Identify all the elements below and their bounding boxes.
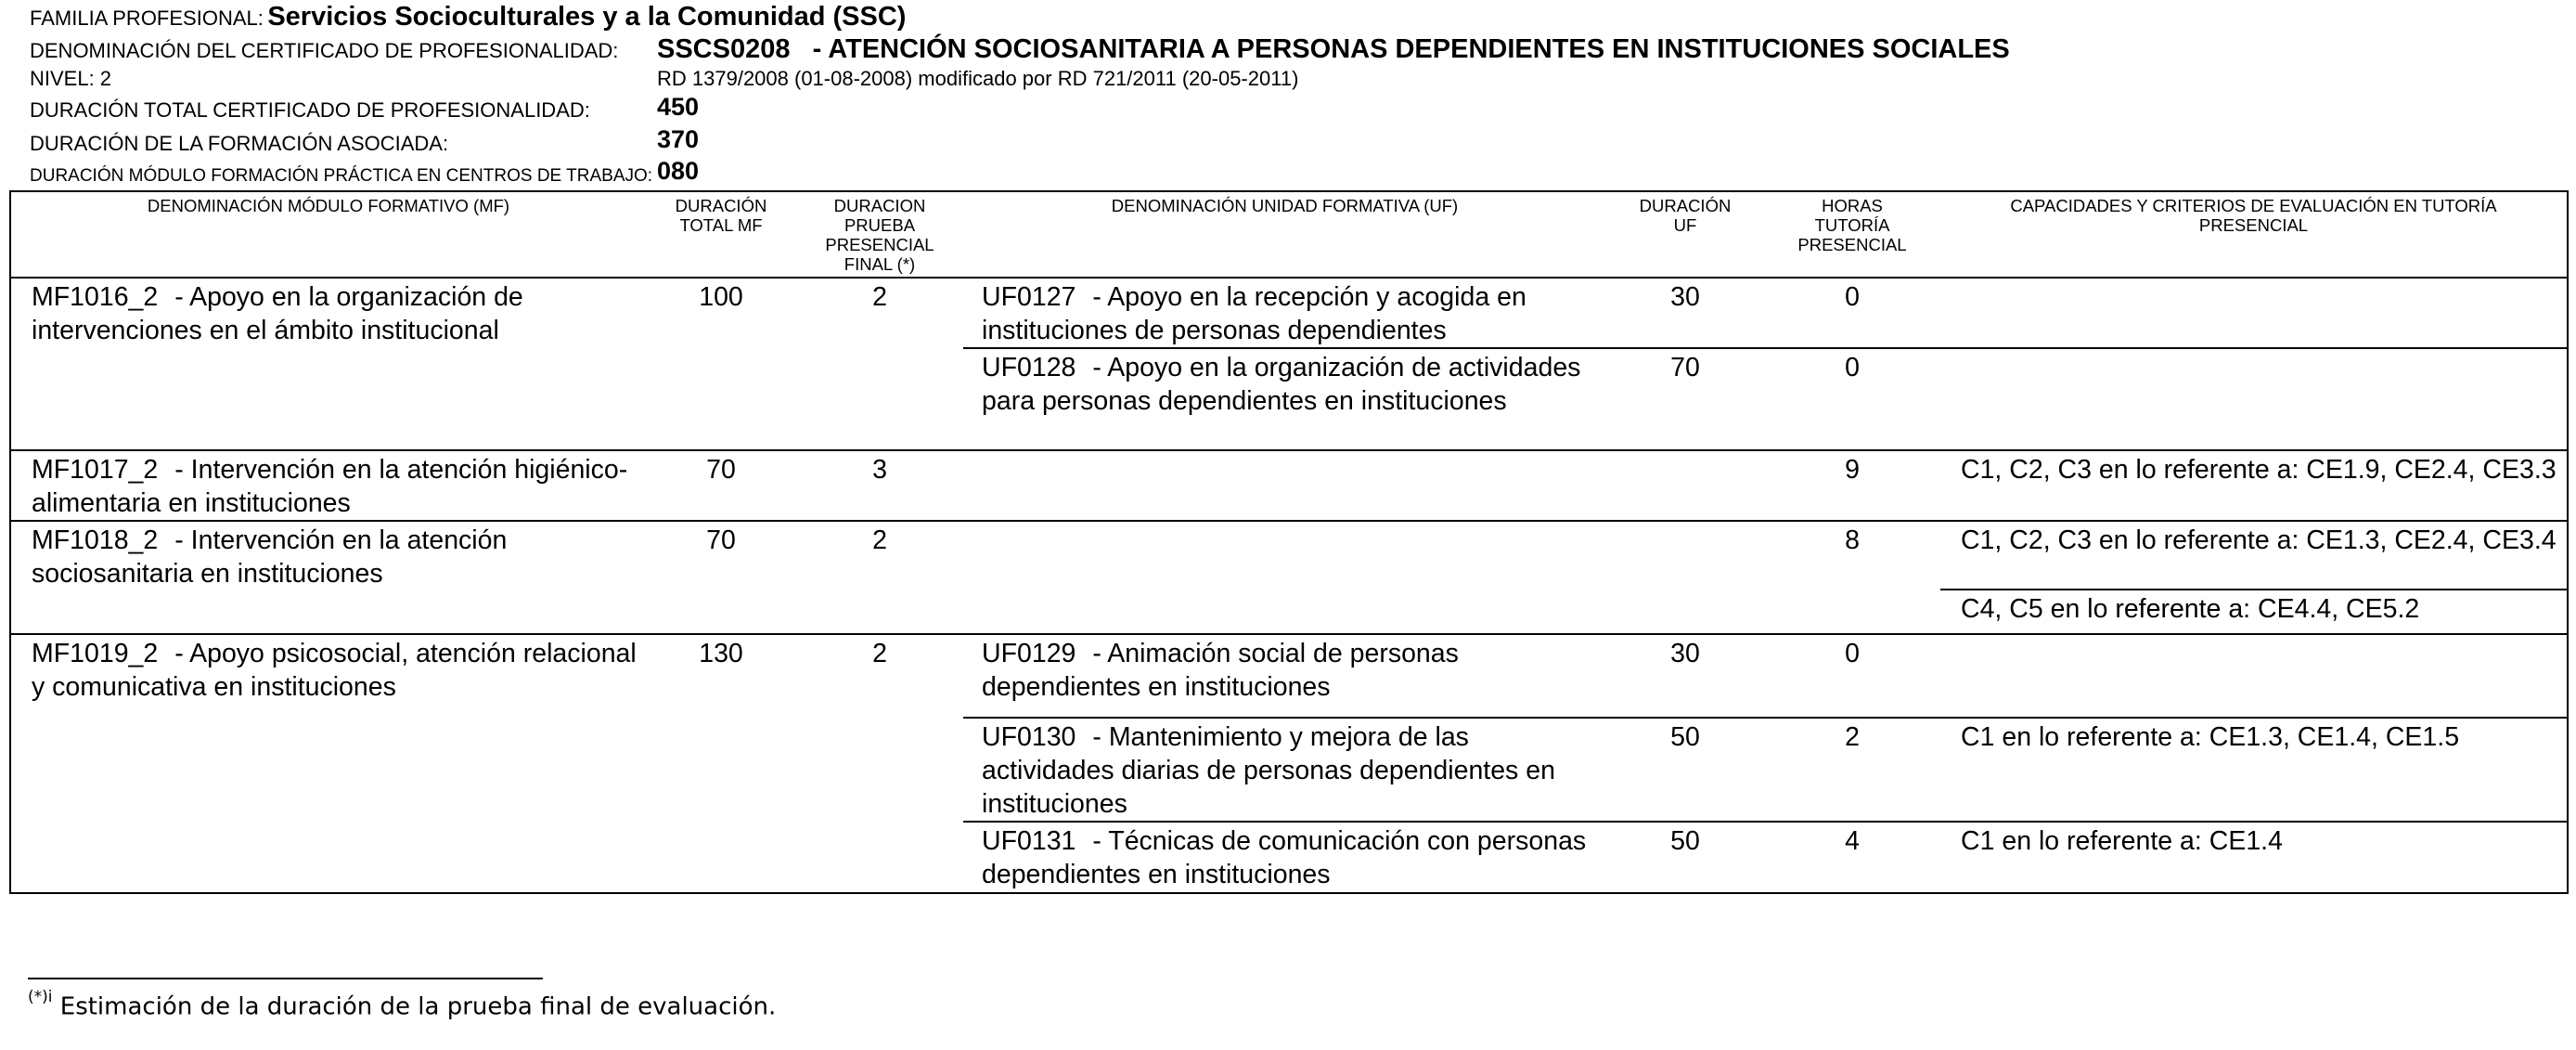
- footnote-divider: [28, 978, 543, 979]
- col-header-duracion-mf: DURACIÓN TOTAL MF: [646, 191, 796, 278]
- uf-duracion-cell-empty: [1606, 450, 1764, 521]
- familia-label: FAMILIA PROFESIONAL:: [30, 6, 264, 30]
- capacidades-cell: C1, C2, C3 en lo referente a: CE1.3, CE2.4, CE3.4: [1940, 521, 2568, 590]
- table-row: [10, 450, 2568, 521]
- uf-cell: UF0128 - Apoyo en la organización de actividades para personas dependientes en instituciones: [963, 348, 1606, 450]
- col-header-capacidades: CAPACIDADES Y CRITERIOS DE EVALUACIÓN EN TUTORÍA PRESENCIAL: [1940, 191, 2568, 278]
- mf-duracion-cell: 100: [699, 282, 743, 312]
- duracion-total-label: DURACIÓN TOTAL CERTIFICADO DE PROFESIONALIDAD:: [30, 98, 590, 122]
- capacidades-cell: C1, C2, C3 en lo referente a: CE1.9, CE2.4, CE3.3: [1940, 450, 2568, 521]
- duracion-formacion-value: 370: [657, 125, 700, 153]
- mf-duracion-cell: 70: [646, 521, 796, 634]
- mf-duracion-cell: 130: [646, 634, 796, 893]
- certificado-name: - ATENCIÓN SOCIOSANITARIA A PERSONAS DEPENDIENTES EN INSTITUCIONES SOCIALES: [812, 34, 2010, 64]
- uf-cell: UF0129 - Animación social de personas dependientes en instituciones: [963, 634, 1606, 718]
- modulos-table: [9, 190, 2569, 894]
- familia-profesional-line: [30, 2, 906, 32]
- mf-prueba-cell: 2: [872, 282, 887, 312]
- uf-horas-cell: 0: [1764, 278, 1940, 348]
- uf-cell: UF0131 - Técnicas de comunicación con personas dependientes en instituciones: [963, 822, 1606, 893]
- uf-duracion-cell: 30: [1606, 278, 1764, 348]
- uf-duracion-cell: 70: [1606, 348, 1764, 450]
- table-row: [10, 521, 2568, 590]
- capacidades-cell: [1940, 634, 2568, 718]
- table-row: [10, 634, 2568, 718]
- col-header-duracion-uf: DURACIÓN UF: [1606, 191, 1764, 278]
- footnote-marker: (*)i: [28, 988, 53, 1006]
- rd-text: RD 1379/2008 (01-08-2008) modificado por RD 721/2011 (20-05-2011): [657, 67, 1299, 90]
- mf-horas-cell: 9: [1764, 450, 1940, 521]
- capacidades-cell: C4, C5 en lo referente a: CE4.4, CE5.2: [1940, 590, 2568, 634]
- duracion-practica-label: DURACIÓN MÓDULO FORMACIÓN PRÁCTICA EN CENTROS DE TRABAJO:: [30, 166, 653, 186]
- uf-cell-empty: [963, 521, 1606, 634]
- uf-cell-empty: [963, 450, 1606, 521]
- mf-prueba-cell: 2: [796, 521, 963, 634]
- uf-duracion-cell-empty: [1606, 521, 1764, 634]
- uf-horas-cell: 0: [1764, 634, 1940, 718]
- footnote: [28, 988, 777, 1021]
- mf-cell: MF1017_2 - Intervención en la atención higiénico-alimentaria en instituciones: [10, 450, 646, 521]
- nivel-label: NIVEL: 2: [30, 67, 112, 90]
- uf-cell: UF0127 - Apoyo en la recepción y acogida en instituciones de personas dependientes: [963, 278, 1606, 348]
- capacidades-cell: [1940, 348, 2568, 450]
- denominacion-line: [30, 39, 618, 63]
- table-header-row: [10, 191, 2568, 278]
- uf-horas-cell: 0: [1764, 348, 1940, 450]
- certificado-code: SSCS0208: [657, 34, 791, 64]
- certificado-title: [657, 34, 2010, 65]
- capacidades-cell: C1 en lo referente a: CE1.3, CE1.4, CE1.5: [1940, 718, 2568, 822]
- uf-cell: UF0130 - Mantenimiento y mejora de las actividades diarias de personas dependientes en instituciones: [963, 718, 1606, 822]
- duracion-total-value: 450: [657, 93, 700, 121]
- mf-cell: MF1018_2 - Intervención en la atención sociosanitaria en instituciones: [10, 521, 646, 634]
- mf-duracion-cell: 70: [646, 450, 796, 521]
- footnote-text: Estimación de la duración de la prueba final de evaluación.: [52, 992, 777, 1021]
- uf-duracion-cell: 50: [1606, 822, 1764, 893]
- nivel-line: [30, 67, 111, 91]
- mf-prueba-cell: 3: [796, 450, 963, 521]
- mf-cell: MF1019_2 - Apoyo psicosocial, atención relacional y comunicativa en instituciones: [10, 634, 646, 893]
- capacidades-cell: C1 en lo referente a: CE1.4: [1940, 822, 2568, 893]
- col-header-horas: HORAS TUTORÍA PRESENCIAL: [1764, 191, 1940, 278]
- duracion-practica-line: [30, 166, 652, 187]
- uf-duracion-cell: 50: [1606, 718, 1764, 822]
- col-header-prueba: DURACION PRUEBA PRESENCIAL FINAL (*): [796, 191, 963, 278]
- table-row: [10, 278, 2568, 348]
- familia-value: Servicios Socioculturales y a la Comunidad (SSC): [267, 2, 907, 32]
- mf-cell: MF1016_2 - Apoyo en la organización de intervenciones en el ámbito institucional: [10, 278, 646, 450]
- col-header-uf: DENOMINACIÓN UNIDAD FORMATIVA (UF): [963, 191, 1606, 278]
- duracion-formacion-label: DURACIÓN DE LA FORMACIÓN ASOCIADA:: [30, 132, 449, 155]
- uf-horas-cell: 2: [1764, 718, 1940, 822]
- duracion-formacion-line: [30, 132, 448, 156]
- mf-prueba-cell: 2: [796, 634, 963, 893]
- uf-horas-cell: 4: [1764, 822, 1940, 893]
- capacidades-cell: [1940, 278, 2568, 348]
- duracion-total-line: [30, 98, 590, 123]
- duracion-practica-value: 080: [657, 157, 700, 185]
- uf-duracion-cell: 30: [1606, 634, 1764, 718]
- col-header-mf: DENOMINACIÓN MÓDULO FORMATIVO (MF): [10, 191, 646, 278]
- denominacion-label: DENOMINACIÓN DEL CERTIFICADO DE PROFESIONALIDAD:: [30, 39, 619, 62]
- mf-horas-cell: 8: [1764, 521, 1940, 634]
